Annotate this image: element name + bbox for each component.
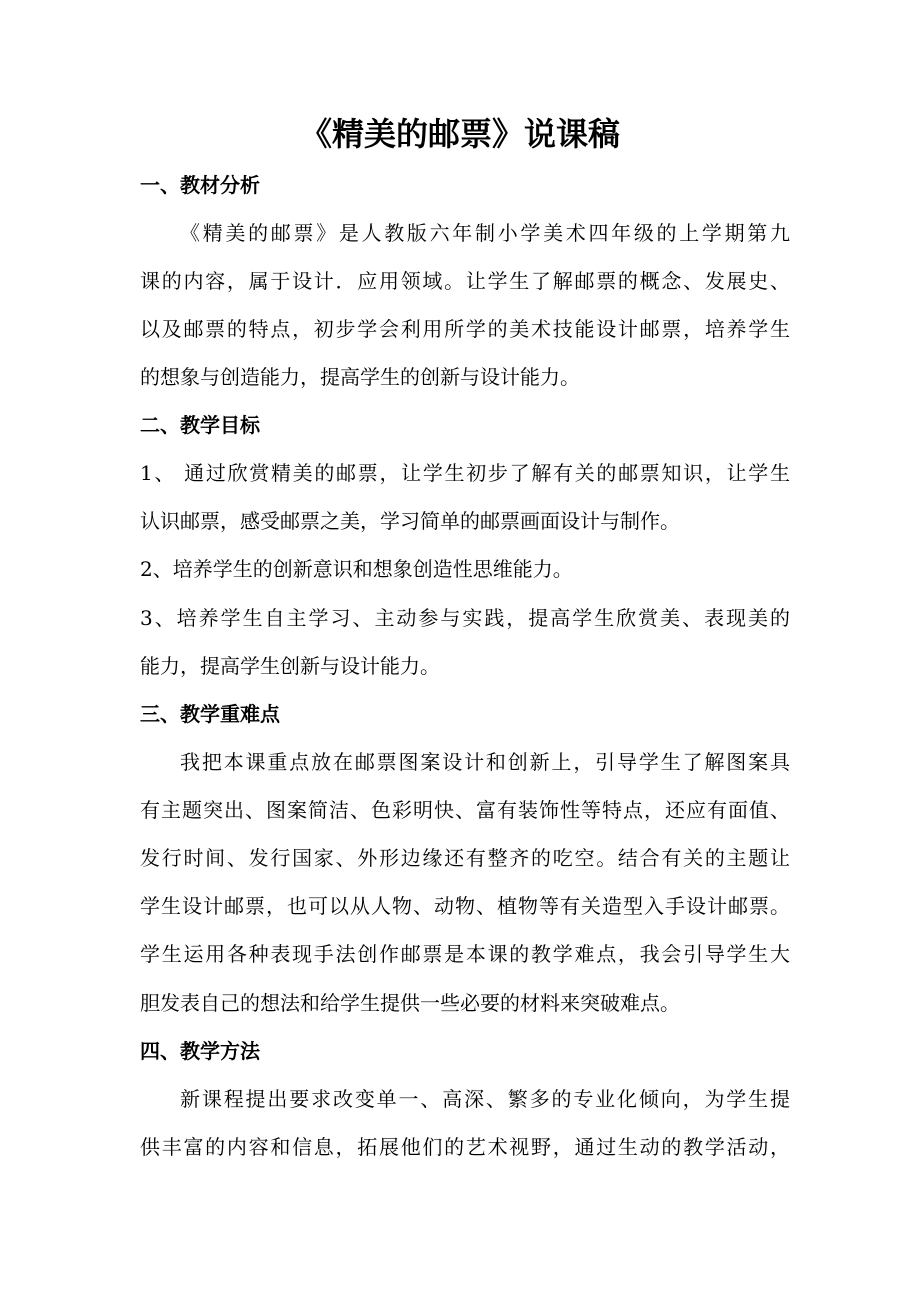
- paragraph-line: 新课程提出要求改变单一、高深、繁多的专业化倾向，为学生提: [180, 1087, 790, 1111]
- list-item-line: 3、培养学生自主学习、主动参与实践，提高学生欣赏美、表现美的: [140, 606, 790, 630]
- paragraph-line: 学生设计邮票，也可以从人物、动物、植物等有关造型入手设计邮票。: [140, 894, 790, 918]
- section-heading-3: 三、教学重难点: [140, 702, 280, 726]
- paragraph-line: 发行时间、发行国家、外形边缘还有整齐的吃空。结合有关的主题让: [140, 846, 790, 870]
- section-heading-4: 四、教学方法: [140, 1039, 260, 1063]
- paragraph-line: 的想象与创造能力，提高学生的创新与设计能力。: [140, 365, 580, 389]
- paragraph-line: 以及邮票的特点，初步学会利用所学的美术技能设计邮票，培养学生: [140, 317, 790, 341]
- document-title: 《精美的邮票》说课稿: [299, 115, 620, 153]
- paragraph-line: 供丰富的内容和信息，拓展他们的艺术视野，通过生动的教学活动，: [140, 1135, 790, 1159]
- section-heading-1: 一、教材分析: [140, 173, 260, 197]
- list-item-line: 1、 通过欣赏精美的邮票，让学生初步了解有关的邮票知识，让学生: [140, 461, 790, 485]
- paragraph-line: 有主题突出、图案简洁、色彩明快、富有装饰性等特点，还应有面值、: [140, 798, 790, 822]
- section-heading-2: 二、教学目标: [140, 413, 260, 437]
- paragraph-line: 胆发表自己的想法和给学生提供一些必要的材料来突破难点。: [140, 991, 680, 1015]
- list-item-line: 认识邮票，感受邮票之美，学习简单的邮票画面设计与制作。: [140, 509, 680, 533]
- list-item-line: 2、培养学生的创新意识和想象创造性思维能力。: [140, 557, 573, 581]
- paragraph-line: 课的内容，属于设计．应用领域。让学生了解邮票的概念、发展史、: [140, 269, 790, 293]
- paragraph-line: 我把本课重点放在邮票图案设计和创新上，引导学生了解图案具: [180, 750, 790, 774]
- list-item-line: 能力，提高学生创新与设计能力。: [140, 654, 440, 678]
- paragraph-line: 《精美的邮票》是人教版六年制小学美术四年级的上学期第九: [180, 221, 790, 245]
- paragraph-line: 学生运用各种表现手法创作邮票是本课的教学难点，我会引导学生大: [140, 942, 790, 966]
